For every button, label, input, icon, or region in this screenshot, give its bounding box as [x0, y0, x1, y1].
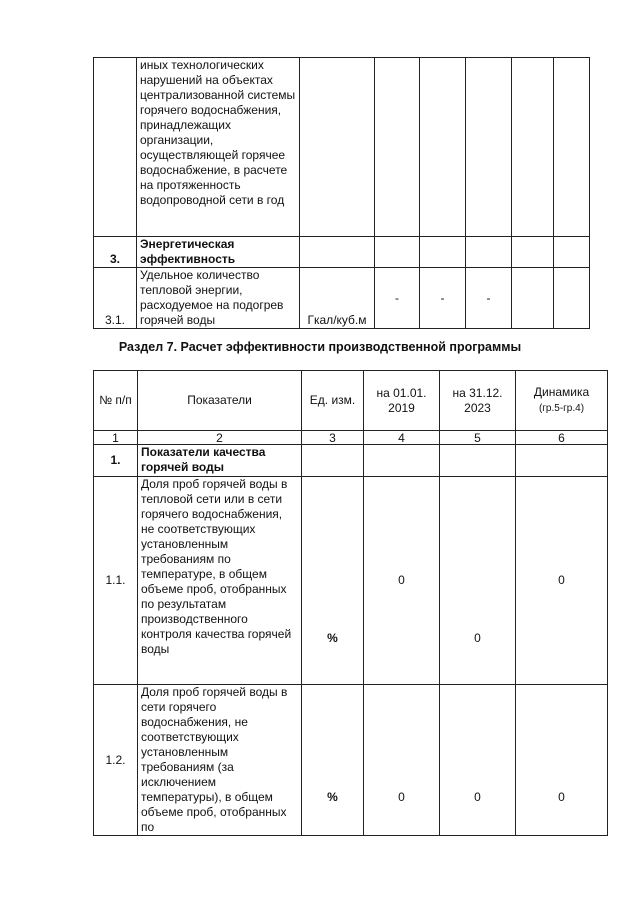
value-cell: -	[375, 268, 420, 329]
row-number: 1.2.	[94, 685, 138, 836]
value-cell	[516, 445, 608, 477]
indicator-text: Доля проб горячей воды в тепловой сети или в сети горячего водоснабжения, не соответствующих установленным требованиям по температуре, в общем объеме проб, отобранных по результатам производственного контроля качества горячей воды	[138, 477, 302, 685]
header-unit: Ед. изм.	[302, 371, 364, 431]
value-cell	[440, 445, 516, 477]
value-cell	[466, 58, 512, 237]
column-number-row	[94, 431, 608, 445]
header-date-start: на 01.01. 2019	[364, 371, 440, 431]
dynamics-label: Динамика	[533, 385, 590, 399]
section-heading: Энергетическая эффективность	[137, 237, 300, 268]
indicator-text: Доля проб горячей воды в сети горячего водоснабжения, не соответствующих установленным требованиям (за исключением температуры), в общем объеме проб, отобранных по	[138, 685, 302, 836]
col-number: 3	[302, 431, 364, 445]
header-indicator: Показатели	[138, 371, 302, 431]
value-cell: 0	[364, 477, 440, 685]
section-title: Раздел 7. Расчет эффективности производственной программы	[118, 340, 522, 354]
unit-cell	[300, 58, 375, 237]
table-row	[94, 685, 608, 836]
continued-indicators-table	[93, 57, 590, 329]
unit-cell	[302, 445, 364, 477]
col-number: 4	[364, 431, 440, 445]
value-cell	[466, 237, 512, 268]
value-cell: -	[466, 268, 512, 329]
col-number: 6	[516, 431, 608, 445]
value-cell	[420, 58, 466, 237]
row-number: 1.1.	[94, 477, 138, 685]
value-cell	[375, 237, 420, 268]
unit-cell: Гкал/куб.м	[300, 268, 375, 329]
value-cell	[512, 237, 554, 268]
header-date-end: на 31.12. 2023	[440, 371, 516, 431]
dynamics-note: (гр.5-гр.4)	[538, 403, 585, 414]
table-row	[94, 268, 590, 329]
col-number: 1	[94, 431, 138, 445]
value-cell: 0	[516, 685, 608, 836]
col-number: 5	[440, 431, 516, 445]
value-cell	[375, 58, 420, 237]
header-row	[94, 371, 608, 431]
col-number: 2	[138, 431, 302, 445]
section-heading: Показатели качества горячей воды	[138, 445, 302, 477]
indicator-text: иных технологических нарушений на объектах централизованной системы горячего водоснабжения, принадлежащих организации, осуществляющей горячее водоснабжение, в расчете на протяженность водопроводной сети в год	[137, 58, 300, 237]
table-row	[94, 58, 590, 237]
row-number: 3.1.	[94, 268, 137, 329]
value-cell	[512, 268, 554, 329]
value-cell: 0	[440, 685, 516, 836]
value-cell	[554, 268, 590, 329]
header-dynamics	[516, 371, 608, 431]
row-number	[94, 58, 137, 237]
value-cell: 0	[364, 685, 440, 836]
row-number: 1.	[94, 445, 138, 477]
table-row	[94, 445, 608, 477]
unit-cell	[300, 237, 375, 268]
header-num: № п/п	[94, 371, 138, 431]
indicator-text: Удельное количество тепловой энергии, расходуемое на подогрев горячей воды	[137, 268, 300, 329]
row-number: 3.	[94, 237, 137, 268]
value-cell	[420, 237, 466, 268]
value-cell: -	[420, 268, 466, 329]
efficiency-table	[93, 370, 608, 836]
value-cell: 0	[440, 477, 516, 685]
table-row	[94, 477, 608, 685]
value-cell: 0	[516, 477, 608, 685]
value-cell	[364, 445, 440, 477]
unit-cell: %	[302, 477, 364, 685]
unit-cell: %	[302, 685, 364, 836]
table-row	[94, 237, 590, 268]
value-cell	[554, 58, 590, 237]
value-cell	[512, 58, 554, 237]
value-cell	[554, 237, 590, 268]
